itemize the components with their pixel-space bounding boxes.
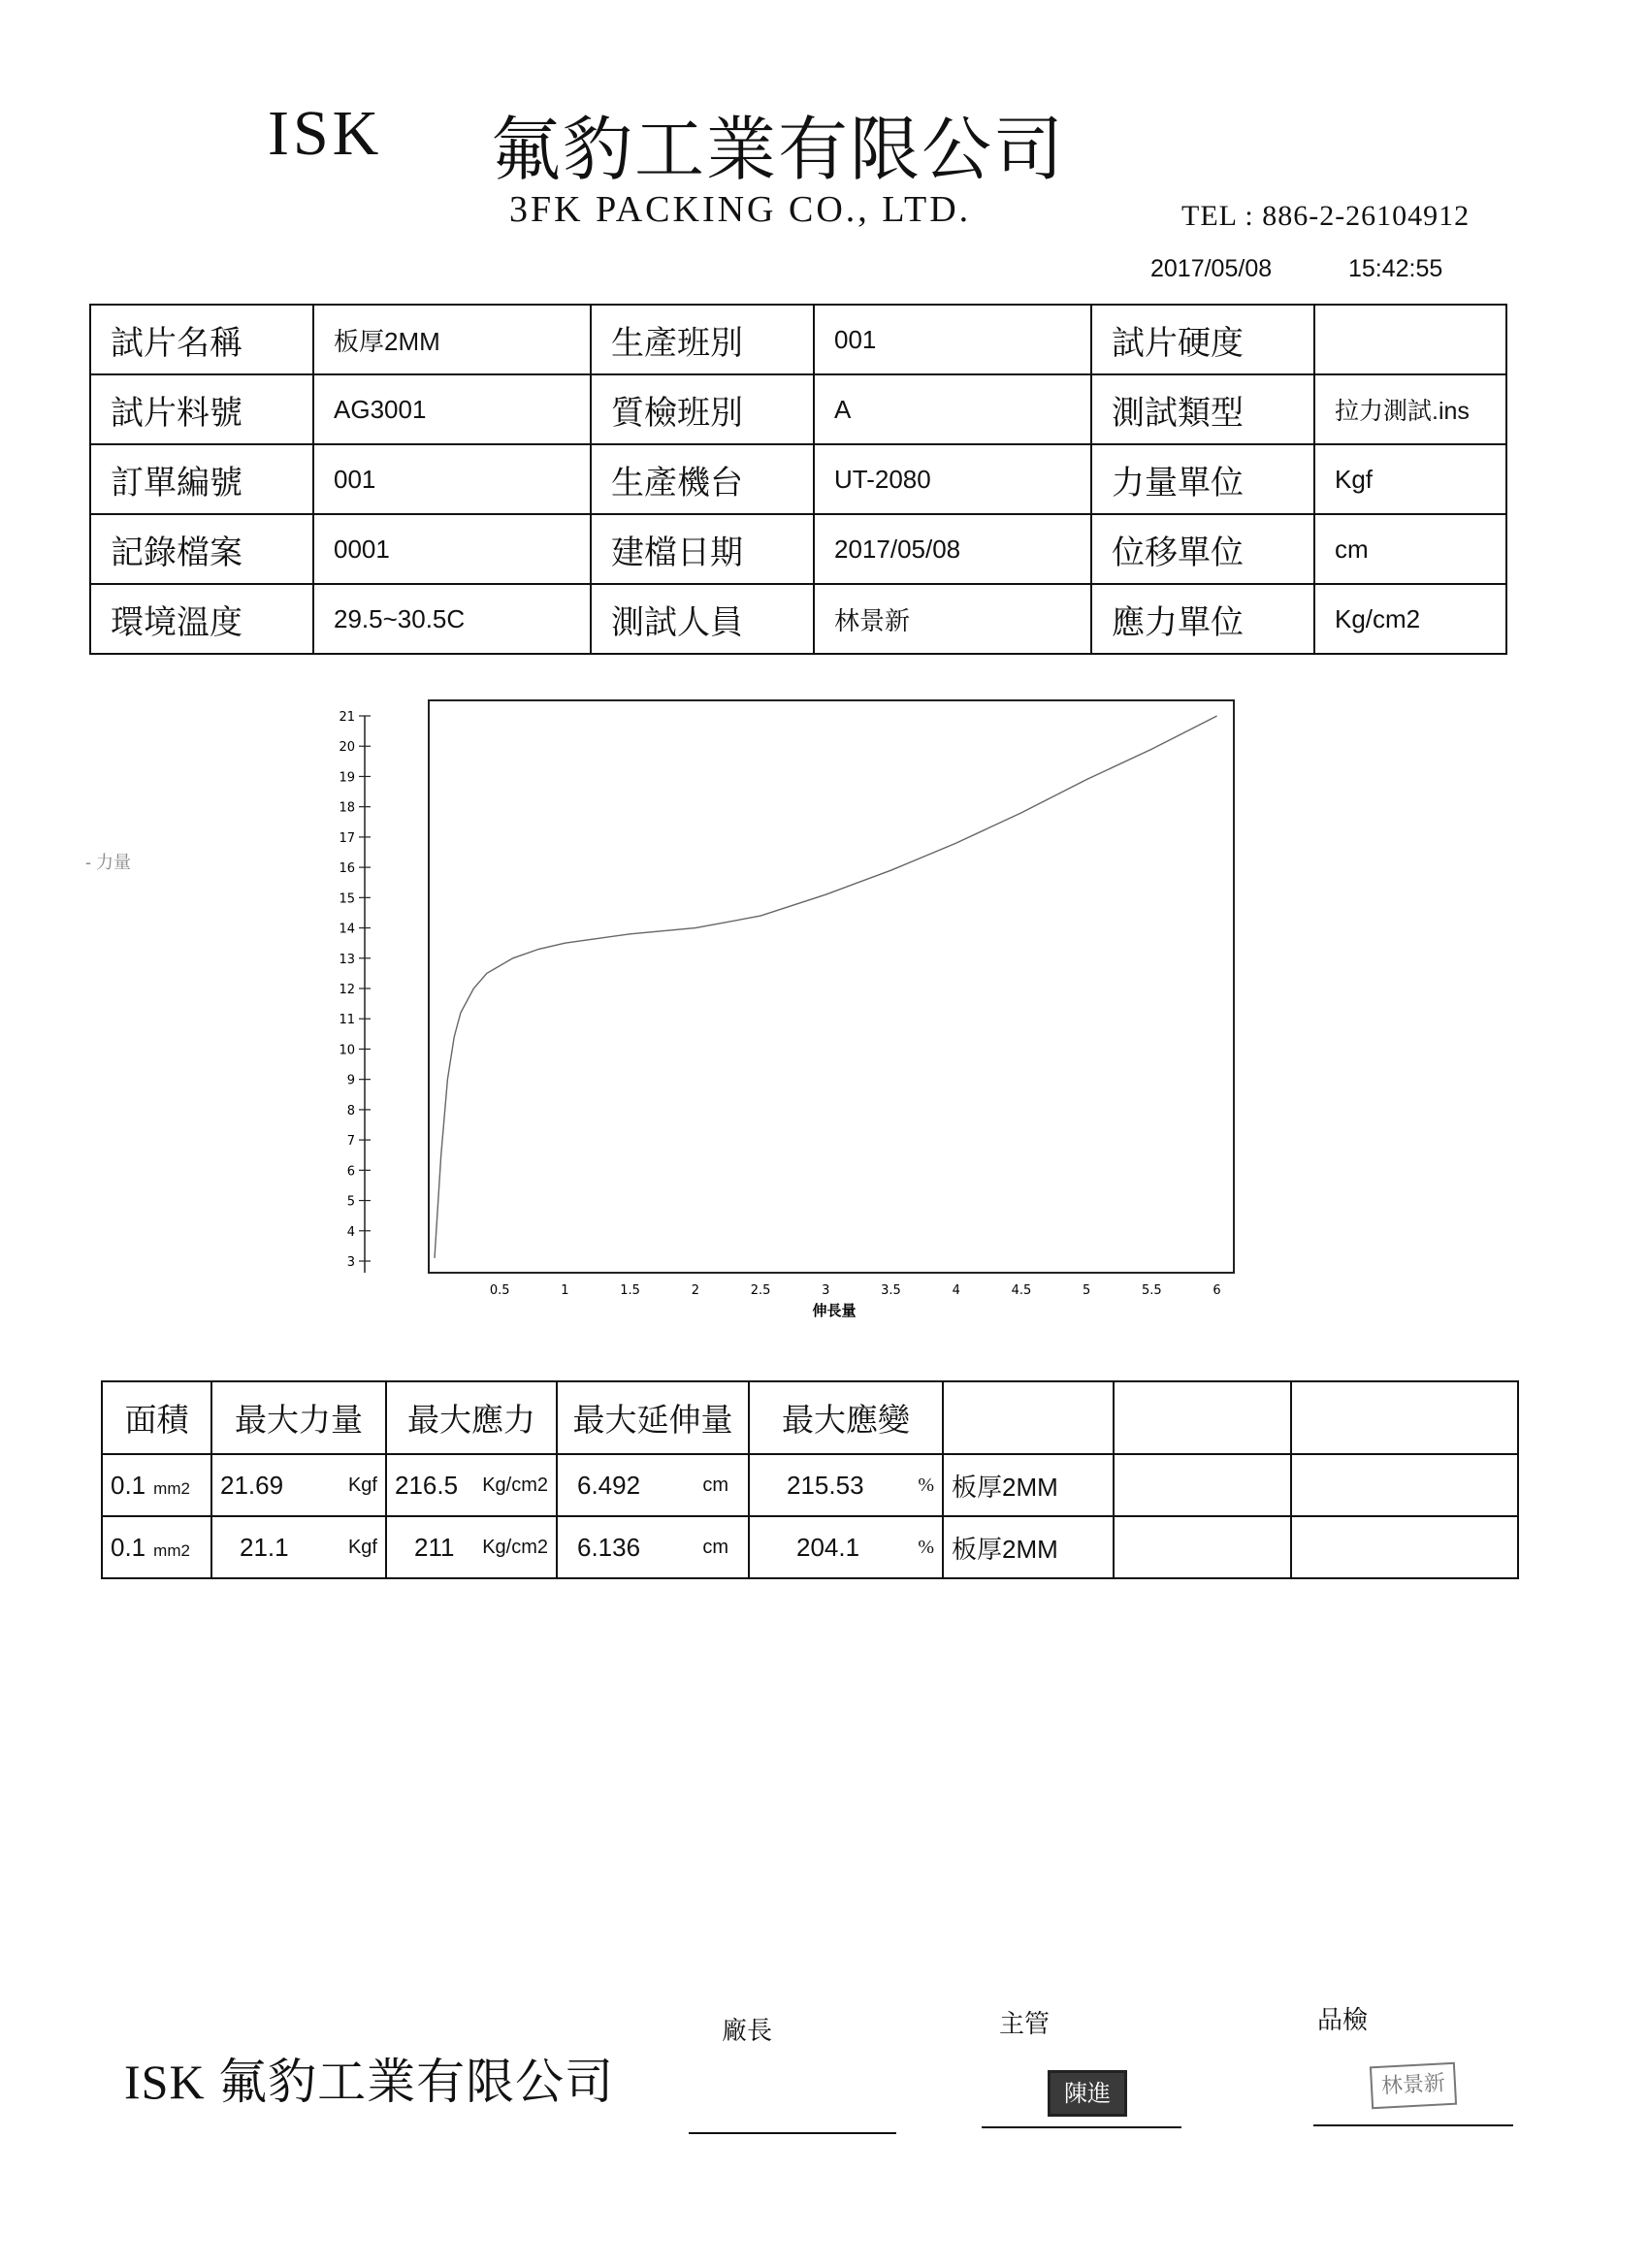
env-temp-value: 29.5~30.5C: [313, 584, 591, 654]
y-tick-label: 20: [339, 740, 355, 756]
strain-unit: %: [918, 1474, 934, 1496]
stress-cell: [386, 1516, 557, 1578]
result-row: [102, 1516, 1518, 1578]
header-max-stress: 最大應力: [386, 1381, 557, 1454]
x-tick-label: 5.5: [1142, 1283, 1162, 1298]
blank-cell: [1291, 1516, 1518, 1578]
strain-value: 204.1: [796, 1532, 860, 1562]
y-axis-ticks: [339, 710, 371, 1270]
x-axis-ticks: [490, 1283, 1221, 1298]
header-max-strain: 最大應變: [749, 1381, 943, 1454]
y-tick-label: 21: [339, 710, 355, 725]
strain-unit: %: [918, 1536, 934, 1558]
strain-cell: [749, 1516, 943, 1578]
area-cell: [102, 1516, 211, 1578]
plot-frame: [429, 700, 1234, 1273]
qc-signature-line: [1313, 2124, 1513, 2126]
specimen-name-label: 試片名稱: [90, 305, 313, 374]
y-tick-label: 17: [339, 830, 355, 846]
y-tick-label: 4: [346, 1224, 355, 1240]
strain-cell: [749, 1454, 943, 1516]
info-row: [90, 374, 1506, 444]
y-tick-label: 7: [346, 1134, 355, 1150]
created-date-value: 2017/05/08: [814, 514, 1091, 584]
stress-unit: Kg/cm2: [482, 1536, 548, 1558]
area-value: 0.1: [111, 1470, 146, 1500]
qc-shift-value: A: [814, 374, 1091, 444]
x-tick-label: 1: [561, 1283, 569, 1298]
x-tick-label: 3.5: [881, 1283, 901, 1298]
y-tick-label: 11: [339, 1013, 355, 1028]
specimen-name: 板厚2MM: [952, 1534, 1058, 1564]
disp-unit-value: cm: [1314, 514, 1506, 584]
env-temp-label: 環境溫度: [90, 584, 313, 654]
x-tick-label: 1.5: [620, 1283, 640, 1298]
elong-value: 6.492: [577, 1470, 641, 1500]
y-tick-label: 9: [346, 1073, 355, 1088]
x-tick-label: 4: [952, 1283, 960, 1298]
name-cell: [943, 1516, 1114, 1578]
y-tick-label: 13: [339, 952, 355, 967]
elong-unit: cm: [702, 1536, 728, 1558]
header-max-elongation: 最大延伸量: [557, 1381, 749, 1454]
qc-shift-label: 質檢班別: [591, 374, 814, 444]
record-file-label: 記錄檔案: [90, 514, 313, 584]
specimen-name-value: 板厚2MM: [313, 305, 591, 374]
y-tick-label: 12: [339, 983, 355, 997]
force-elongation-chart: [310, 679, 1242, 1319]
report-time: 15:42:55: [1348, 255, 1443, 282]
supervisor-label: 主管: [999, 2010, 1051, 2038]
force-cell: [211, 1516, 386, 1578]
tester-value: 林景新: [814, 584, 1091, 654]
y-tick-label: 18: [339, 800, 355, 816]
specimen-info-table: [89, 304, 1507, 655]
order-no-value: 001: [313, 444, 591, 514]
x-axis-label: 伸長量: [812, 1302, 857, 1319]
footer-company-name: ISK 氟豹工業有限公司: [124, 2055, 615, 2109]
x-tick-label: 3: [822, 1283, 830, 1298]
qc-label: 品檢: [1317, 2006, 1369, 2034]
info-row: [90, 584, 1506, 654]
stress-cell: [386, 1454, 557, 1516]
force-unit-value: Kgf: [1314, 444, 1506, 514]
results-table: [101, 1380, 1519, 1579]
result-row: [102, 1454, 1518, 1516]
y-tick-label: 15: [339, 891, 355, 907]
tester-label: 測試人員: [591, 584, 814, 654]
area-unit: mm2: [153, 1478, 190, 1498]
x-tick-label: 5: [1082, 1283, 1091, 1298]
header-blank: [1114, 1381, 1291, 1454]
company-logo-text: ISK: [268, 98, 383, 169]
material-no-label: 試片料號: [90, 374, 313, 444]
y-tick-label: 8: [346, 1103, 355, 1118]
force-unit: Kgf: [347, 1536, 377, 1558]
y-tick-label: 3: [346, 1255, 355, 1270]
y-tick-label: 16: [339, 861, 355, 877]
force-curve: [435, 716, 1217, 1258]
area-value: 0.1: [111, 1532, 146, 1562]
prod-shift-label: 生產班別: [591, 305, 814, 374]
elong-value: 6.136: [577, 1532, 641, 1562]
force-value: 21.1: [240, 1532, 289, 1562]
elong-cell: [557, 1454, 749, 1516]
results-header-row: [102, 1381, 1518, 1454]
blank-cell: [1114, 1454, 1291, 1516]
machine-value: UT-2080: [814, 444, 1091, 514]
order-no-label: 訂單編號: [90, 444, 313, 514]
record-file-value: 0001: [313, 514, 591, 584]
telephone: TEL : 886-2-26104912: [1181, 200, 1471, 232]
hardness-value: [1314, 305, 1506, 374]
header-blank: [1291, 1381, 1518, 1454]
x-tick-label: 4.5: [1011, 1283, 1032, 1298]
prod-shift-value: 001: [814, 305, 1091, 374]
y-tick-label: 19: [339, 770, 355, 786]
header-area: 面積: [102, 1381, 211, 1454]
specimen-name: 板厚2MM: [952, 1472, 1058, 1502]
y-tick-label: 6: [346, 1164, 355, 1180]
header-max-force: 最大力量: [211, 1381, 386, 1454]
blank-cell: [1114, 1516, 1291, 1578]
created-date-label: 建檔日期: [591, 514, 814, 584]
area-unit: mm2: [153, 1540, 190, 1560]
name-cell: [943, 1454, 1114, 1516]
y-tick-label: 14: [339, 922, 355, 937]
company-name: 氟豹工業有限公司: [491, 112, 1066, 189]
elong-cell: [557, 1516, 749, 1578]
factory-manager-signature-line: [689, 2132, 896, 2134]
strain-value: 215.53: [787, 1470, 864, 1500]
qc-seal: 林景新: [1370, 2062, 1457, 2110]
chart-side-label: - 力量: [85, 853, 131, 872]
disp-unit-label: 位移單位: [1091, 514, 1314, 584]
y-tick-label: 5: [346, 1194, 355, 1210]
stress-value: 216.5: [395, 1470, 459, 1500]
force-cell: [211, 1454, 386, 1516]
test-type-label: 測試類型: [1091, 374, 1314, 444]
stress-unit-label: 應力單位: [1091, 584, 1314, 654]
x-tick-label: 6: [1212, 1283, 1221, 1298]
x-tick-label: 2: [691, 1283, 699, 1298]
area-cell: [102, 1454, 211, 1516]
force-value: 21.69: [220, 1470, 284, 1500]
force-unit: Kgf: [347, 1474, 377, 1496]
supervisor-signature-line: [982, 2126, 1181, 2128]
report-date: 2017/05/08: [1150, 255, 1273, 282]
info-row: [90, 444, 1506, 514]
material-no-value: AG3001: [313, 374, 591, 444]
company-name-en: 3FK PACKING CO., LTD.: [509, 189, 972, 230]
x-tick-label: 0.5: [489, 1283, 510, 1298]
test-type-value: 拉力測試.ins: [1314, 374, 1506, 444]
force-unit-label: 力量單位: [1091, 444, 1314, 514]
y-tick-label: 10: [339, 1043, 355, 1058]
info-row: [90, 305, 1506, 374]
hardness-label: 試片硬度: [1091, 305, 1314, 374]
x-tick-label: 2.5: [750, 1283, 771, 1298]
elong-unit: cm: [702, 1474, 728, 1496]
stress-unit-value: Kg/cm2: [1314, 584, 1506, 654]
info-row: [90, 514, 1506, 584]
stress-value: 211: [414, 1532, 455, 1562]
machine-label: 生產機台: [591, 444, 814, 514]
blank-cell: [1291, 1454, 1518, 1516]
header-blank: [943, 1381, 1114, 1454]
supervisor-seal: 陳進: [1048, 2070, 1127, 2117]
factory-manager-label: 廠長: [722, 2017, 773, 2045]
stress-unit: Kg/cm2: [482, 1474, 548, 1496]
